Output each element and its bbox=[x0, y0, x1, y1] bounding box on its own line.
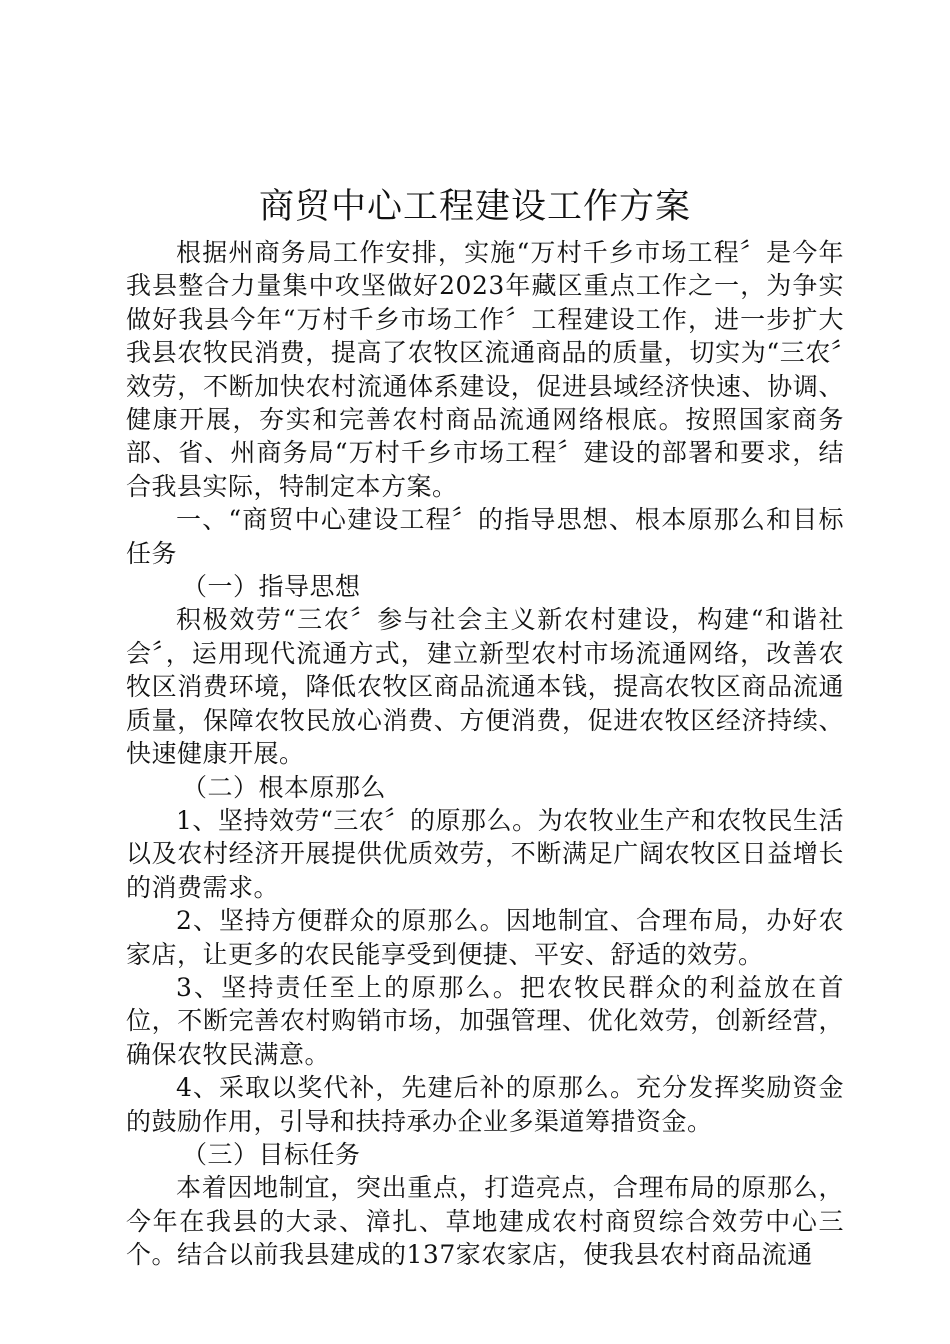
principle-item-3: 3、坚持责任至上的原那么。把农牧民群众的利益放在首位，不断完善农村购销市场，加强管理、优化效劳，创新经营，确保农牧民满意。 bbox=[126, 972, 844, 1069]
section-heading-1: 一、“商贸中心建设工程〞的指导思想、根本原那么和目标任务 bbox=[126, 505, 844, 568]
paragraph-intro: 根据州商务局工作安排，实施“万村千乡市场工程〞是今年我县整合力量集中攻坚做好2023年藏区重点工作之一，为争实做好我县今年“万村千乡市场工作〞工程建设工作，进一步扩大我县农牧民消费，提高了农牧区流通商品的质量，切实为“三农〞效劳，不断加快农村流通体系建设，促进县域经济快速、协调、健康开展，夯实和完善农村商品流通网络根底。按照国家商务部、省、州商务局“万村千乡市场工程〞建设的部署和要求，结合我县实际，特制定本方案。 bbox=[126, 238, 844, 501]
principle-item-2: 2、坚持方便群众的原那么。因地制宜、合理布局，办好农家店，让更多的农民能享受到便捷、平安、舒适的效劳。 bbox=[126, 906, 844, 969]
principle-item-4: 4、采取以奖代补，先建后补的原那么。充分发挥奖励资金的鼓励作用，引导和扶持承办企业多渠道筹措资金。 bbox=[126, 1073, 844, 1136]
paragraph-target-tasks: 本着因地制宜，突出重点，打造亮点，合理布局的原那么，今年在我县的大录、漳扎、草地建成农村商贸综合效劳中心三个。结合以前我县建成的137家农家店，使我县农村商品流通 bbox=[126, 1173, 844, 1270]
subsection-heading-guiding-ideology: （一）指导思想 bbox=[182, 572, 361, 602]
subsection-heading-basic-principles: （二）根本原那么 bbox=[182, 772, 387, 802]
document-body bbox=[126, 236, 844, 1272]
document-title: 商贸中心工程建设工作方案 bbox=[258, 187, 691, 227]
principle-item-1: 1、坚持效劳“三农〞的原那么。为农牧业生产和农牧民生活以及农村经济开展提供优质效劳，不断满足广阔农牧区日益增长的消费需求。 bbox=[126, 805, 844, 902]
paragraph-guiding-ideology: 积极效劳“三农〞参与社会主义新农村建设，构建“和谐社会〞，运用现代流通方式，建立新型农村市场流通网络，改善农牧区消费环境，降低农牧区商品流通本钱，提高农牧区商品流通质量，保障农牧民放心消费、方便消费，促进农牧区经济持续、快速健康开展。 bbox=[126, 605, 844, 769]
subsection-heading-target-tasks: （三）目标任务 bbox=[182, 1139, 361, 1169]
